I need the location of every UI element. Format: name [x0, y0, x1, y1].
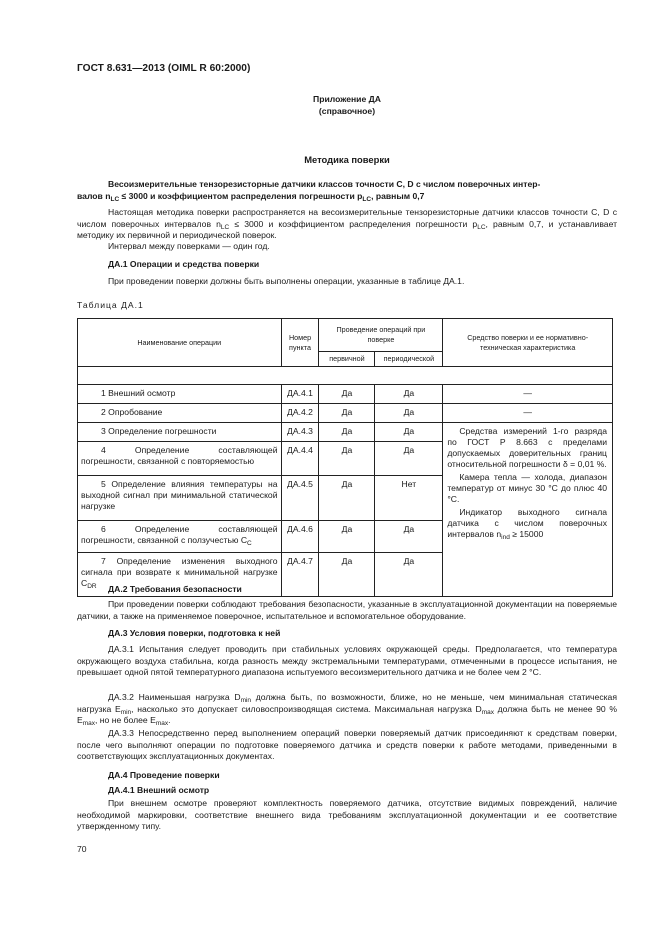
- da1-text: При проведении поверки должны быть выполнены операции, указанные в таблице ДА.1.: [108, 276, 465, 286]
- intro-paragraph: Настоящая методика поверки распространяется на весоизмерительные тензорезисторные датчики классов точности С, D с числом поверочных интервалов $n_{LC} \le 3000$ и коэффициентом распределения погрешности $p_{LC}$, равным 0,7, и устанавливает методику их первичной и периодической поверок.: [77, 207, 618, 240]
- header-means: Средство поверки и ее нормативно-техническая характеристика: [443, 319, 613, 367]
- operations-table: [77, 318, 613, 597]
- bold-intro: Весоизмерительные тензорезисторные датчики классов точности С, D с числом поверочных интер- валов $n_{LC} \le 3000$ и коэффициентом распределения погрешности $p_{LC}$, равным 0,7: [77, 179, 541, 203]
- da4-1-text: При внешнем осмотре проверяют комплектность поверяемого датчика, отсутствие видимых повреждений, наличие необходимой маркировки, соответствие внешнего вида требованиям эксплуатационной документации и ее соответствие утвержденному типу.: [77, 798, 617, 831]
- appendix-subtitle: (справочное): [318, 106, 376, 116]
- header-operation-name: Наименование операции: [78, 319, 282, 367]
- da2-heading: ДА.2 Требования безопасности: [108, 584, 242, 594]
- header-conduct: Проведение операций при поверке: [319, 319, 443, 352]
- da4-heading: ДА.4 Проведение поверки: [108, 770, 220, 780]
- da3-p3: ДА.3.3 Непосредственно перед выполнением операций поверки поверяемый датчик присоединяют к средствам поверки, после чего выполняют операции по подготовке поверяемого датчика и средств поверки к работе методами, приведенными в соответствующих эксплуатационных документах.: [77, 728, 617, 761]
- da2-text: При проведении поверки соблюдают требования безопасности, указанные в эксплуатационной документации на поверяемые датчики, а также на применяемое поверочное, испытательное и вспомогательное оборудование.: [77, 599, 617, 621]
- da3-p2: ДА.3.2 Наименьшая нагрузка $D_{min}$ должна быть, по возможности, ближе, но не меньше, чем минимальная статическая нагрузка $E_{min}$, насколько это допускает силовоспроизводящая система. Максимальная нагрузка $D_{max}$ должна быть не менее 90 % $E_{max}$, но не более $E_{max}$.: [77, 692, 617, 727]
- header-periodic: периодической: [375, 352, 443, 367]
- table-row: 6 Определение составляющей погрешности, связанной с ползучестью $C_C$ ДА.4.6 Да Да: [78, 521, 613, 553]
- table-row: 5 Определение влияния температуры на выходной сигнал при минимальной статической нагрузке ДА.4.5 Да Нет: [78, 476, 613, 521]
- header-primary: первичной: [319, 352, 375, 367]
- header-item-number: Номер пункта: [281, 319, 319, 367]
- table-title: Таблица ДА.1: [77, 300, 144, 310]
- table-row: 3 Определение погрешности ДА.4.3 Да Да Средства измерений 1-го разряда по ГОСТ Р 8.663 с пределами допускаемых доверительных границ относительной погрешности δ = 0,01 %. Камера тепла — холода, диапазон температур от минус 30 °С до плюс 40 °С. Индикатор выходного сигнала датчика с числом поверочных интервалов $n_{ind} \ge 15000$: [78, 423, 613, 442]
- da4-1-heading: ДА.4.1 Внешний осмотр: [108, 785, 210, 795]
- page-number: 70: [77, 844, 87, 854]
- da1-heading: ДА.1 Операции и средства поверки: [108, 259, 260, 269]
- document-header: ГОСТ 8.631—2013 (OIML R 60:2000): [77, 63, 251, 74]
- appendix-title: Приложение ДА: [313, 94, 381, 104]
- section-title: Методика поверки: [304, 154, 390, 165]
- table-row: [78, 367, 613, 385]
- da3-p1: ДА.3.1 Испытания следует проводить при стабильных условиях окружающей среды. Предполагается, что температура окружающего воздуха стабильна, когда разность между экстремальными температурами, отмеченными в процессе испытания, не превышает одной пятой температурного диапазона испытуемого весоизмерительного датчика и не более чем 2 °С.: [77, 644, 617, 677]
- table-row: 1 Внешний осмотр ДА.4.1 Да Да —: [78, 385, 613, 404]
- table-row: 2 Опробование ДА.4.2 Да Да —: [78, 404, 613, 423]
- table-row: 7 Определение изменения выходного сигнала при возврате к минимальной нагрузке $C_{DR}$ ДА.4.7 Да Да: [78, 553, 613, 597]
- da3-heading: ДА.3 Условия поверки, подготовка к ней: [108, 628, 281, 638]
- means-cell: Средства измерений 1-го разряда по ГОСТ Р 8.663 с пределами допускаемых доверительных границ относительной погрешности δ = 0,01 %. Камера тепла — холода, диапазон температур от минус 30 °С до плюс 40 °С. Индикатор выходного сигнала датчика с числом поверочных интервалов $n_{ind} \ge 15000$: [443, 423, 613, 597]
- table-row: 4 Определение составляющей погрешности, связанной с повторяемостью ДА.4.4 Да Да: [78, 442, 613, 476]
- interval-text: Интервал между поверками — один год.: [108, 241, 270, 251]
